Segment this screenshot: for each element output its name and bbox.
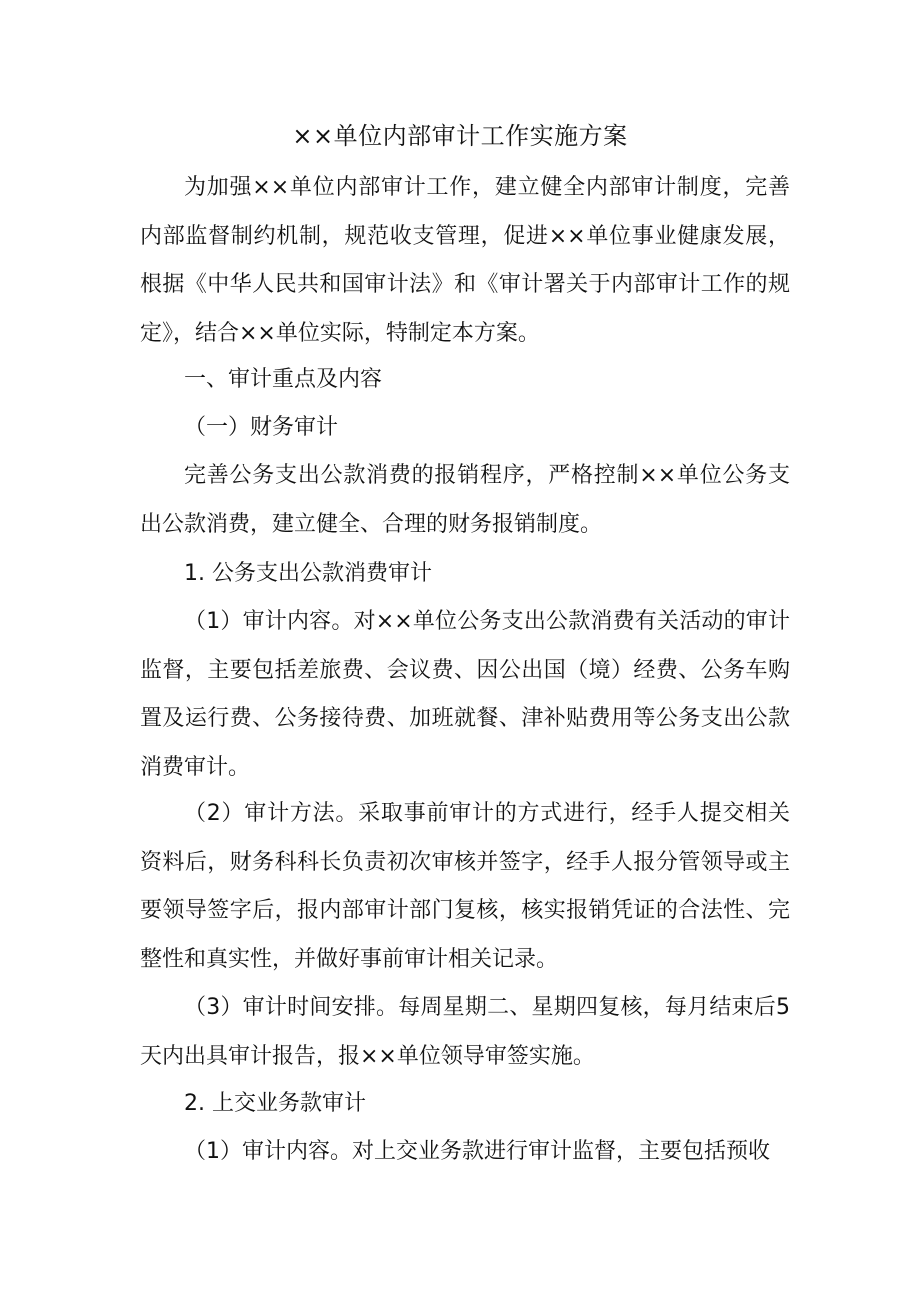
- audit-method-paragraph: （2）审计方法。采取事前审计的方式进行，经手人提交相关资料后，财务科科长负责初次审核并签字，经手人报分管领导或主要领导签字后，报内部审计部门复核，核实报销凭证的合法性、完整性和真实性，并做好事前审计相关记录。: [140, 801, 790, 972]
- audit-schedule-paragraph: （3）审计时间安排。每周星期二、星期四复核，每月结束后5天内出具审计报告，报××单位领导审签实施。: [140, 995, 790, 1069]
- audit-content-paragraph: （1）审计内容。对××单位公务支出公款消费有关活动的审计监督，主要包括差旅费、会议费、因公出国（境）经费、公务车购置及运行费、公务接待费、加班就餐、津补贴费用等公务支出公款消费审计。: [140, 609, 790, 780]
- section-heading-audit-focus: 一、审计重点及内容: [184, 367, 383, 392]
- business-payment-content-paragraph: （1）审计内容。对上交业务款进行审计监督，主要包括预收: [184, 1139, 770, 1164]
- item-heading-business-payment-audit: 2. 上交业务款审计: [184, 1091, 366, 1116]
- intro-paragraph: 为加强××单位内部审计工作，建立健全内部审计制度，完善内部监督制约机制，规范收支管理，促进××单位事业健康发展，根据《中华人民共和国审计法》和《审计署关于内部审计工作的规定》，结合××单位实际，特制定本方案。: [140, 175, 790, 346]
- subsection-heading-financial-audit: （一）财务审计: [184, 415, 339, 440]
- item-heading-public-expense-audit: 1. 公务支出公款消费审计: [184, 561, 432, 586]
- financial-audit-paragraph: 完善公务支出公款消费的报销程序，严格控制××单位公务支出公款消费，建立健全、合理的财务报销制度。: [140, 463, 790, 537]
- document-title: ××单位内部审计工作实施方案: [292, 122, 628, 150]
